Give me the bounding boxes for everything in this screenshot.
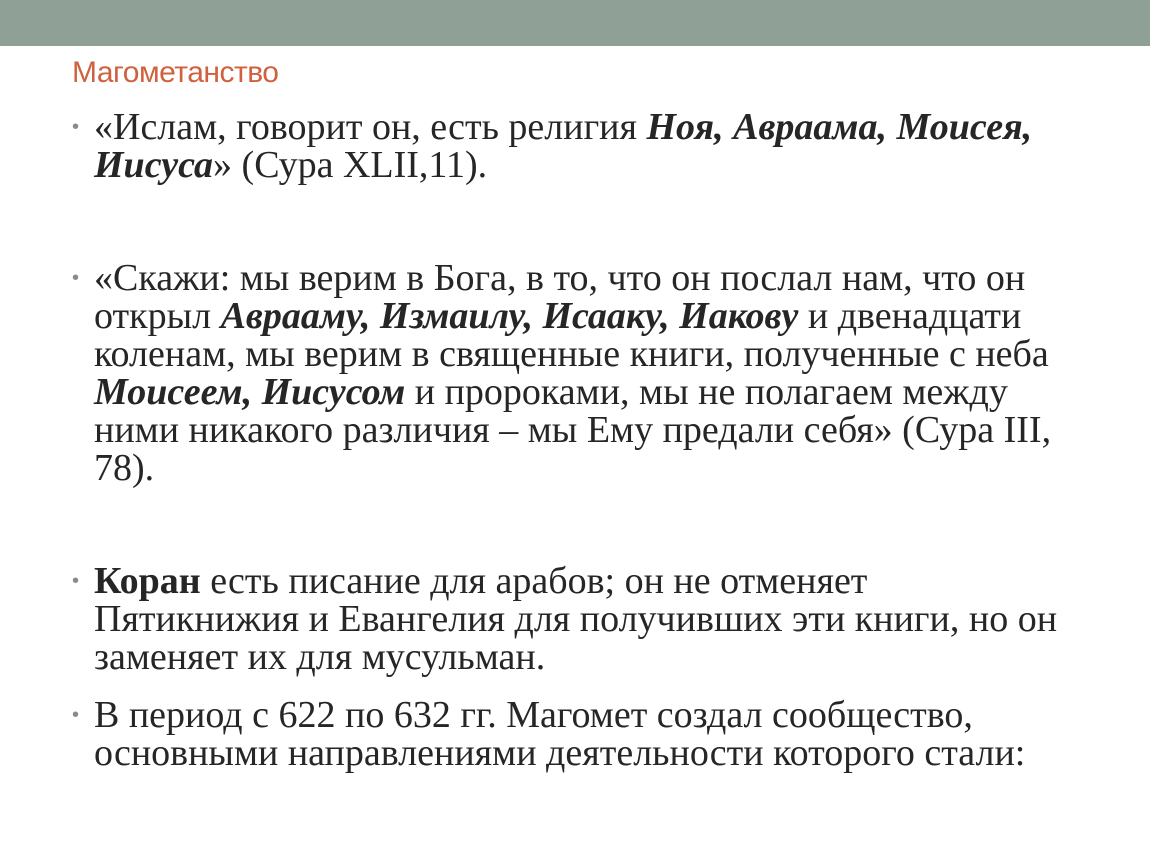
- bullet-text: [94, 259, 1072, 487]
- text-run-bold-italic: Моисеем, Иисусом: [94, 371, 406, 413]
- bullet-text: [94, 562, 1072, 676]
- bullet-dot-icon: •: [72, 704, 80, 726]
- header-bar: [0, 0, 1150, 46]
- bullet-item-4: [72, 696, 1072, 772]
- bullet-dot-icon: •: [72, 267, 80, 289]
- text-run: «Скажи: мы верим в Бога, в то, что он послал нам, что он открыл: [94, 257, 1026, 337]
- text-run-bold: Коран: [94, 560, 201, 602]
- bullet-item-2: [72, 259, 1072, 487]
- text-run: и двенадцати коленам, мы верим в священные книги, полученные с неба: [94, 295, 1049, 375]
- bullet-dot-icon: •: [72, 116, 80, 138]
- slide-content: [72, 108, 1072, 772]
- text-run: есть писание для арабов; он не отменяет Пятикнижия и Евангелия для получивших эти книги, но он заменяет их для мусульман.: [94, 560, 1058, 678]
- text-run: «Ислам, говорит он, есть религия: [94, 106, 647, 148]
- text-run: В период с 622 по 632 гг. Магомет создал сообщество, основными направлениями деятельности которого стали:: [94, 694, 1026, 774]
- bullet-item-1: [72, 108, 1072, 184]
- text-run-bold-italic: Аврааму, Измаилу, Исааку, Иакову: [220, 295, 799, 337]
- bullet-text: [94, 696, 1072, 772]
- bullet-text: [94, 108, 1072, 184]
- bullet-item-3: [72, 562, 1072, 676]
- text-run-bold-italic: Ноя, Авраама, Моисея, Иисуса: [94, 106, 1033, 186]
- text-run: » (Сура XLII,11).: [213, 144, 488, 186]
- bullet-dot-icon: •: [72, 570, 80, 592]
- slide-title: Магометанство: [72, 56, 279, 89]
- text-run: и пророками, мы не полагаем между ними никакого различия – мы Ему предали себя» (Сура III, 78).: [94, 371, 1052, 489]
